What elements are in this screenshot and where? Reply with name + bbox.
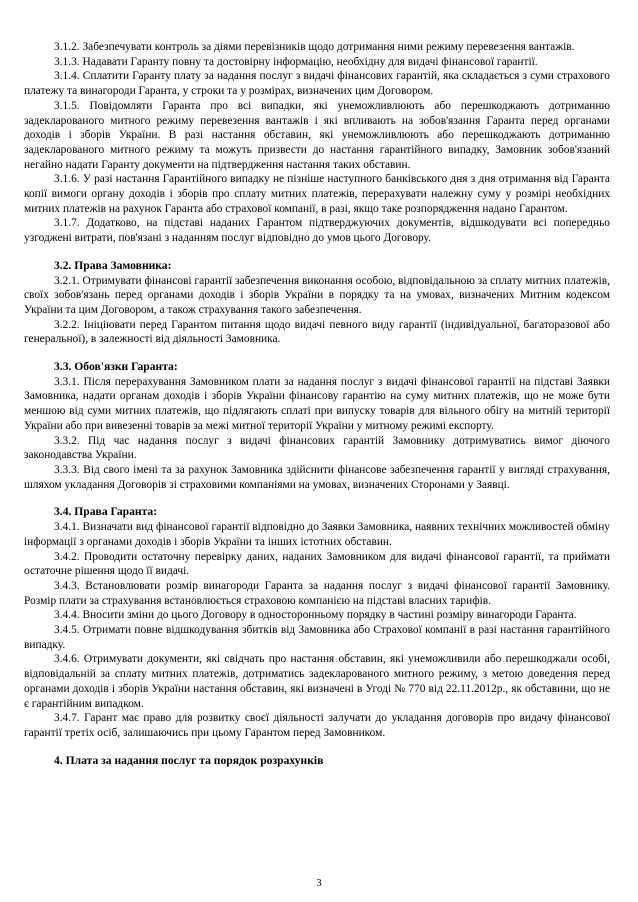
clause-3-3-2: 3.3.2. Під час надання послуг з видачі фінансових гарантій Замовнику дотримуватись вимог діючого законодавства України. xyxy=(24,434,610,462)
clause-3-1-3: 3.1.3. Надавати Гаранту повну та достовірну інформацію, необхідну для видачі фінансової гарантії. xyxy=(54,55,538,68)
section-heading-4: 4. Плата за надання послуг та порядок розрахунків xyxy=(54,753,324,767)
section-heading-3-4: 3.4. Права Гаранта: xyxy=(54,505,158,519)
clause-3-1-5: 3.1.5. Повідомляти Гаранта про всі випадки, які унеможливлюють або перешкоджають дотриманню задекларованого митного режиму перевезення вантажів і які впливають на зобов'язання Гаранта перед органами доходів і зборів України. В разі настання обставин, які унеможливлюють або перешкоджають дотриманню задекларованого митного режиму та можуть призвести до настання гарантійного випадку, Замовник зобов'язаний негайно надати Гаранту документи на підтвердження настання таких обставин. xyxy=(24,99,610,171)
clause-3-1-7: 3.1.7. Додатково, на підставі наданих Гарантом підтверджуючих документів, відшкодувати всі попередньо узгоджені витрати, пов'язані з наданням послуг відповідно до умов цього Договору. xyxy=(24,217,610,245)
clause-3-3-1: 3.3.1. Після перерахування Замовником плати за надання послуг з видачі фінансової гарантії на підставі Заявки Замовника, надати органам доходів і зборів України фінансову гарантію на суму митних платежів, що не може бути меншою від суми митних платежів, що підлягають сплаті при випуску товарів для вільного обігу на митній території України або при вивезенні товарів за межі митної території України у митному режимі експорту. xyxy=(24,375,610,432)
clause-3-4-7: 3.4.7. Гарант має право для розвитку своєї діяльності залучати до укладання договорів про видачу фінансової гарантії третіх осіб, залишаючись при цьому Гарантом перед Замовником. xyxy=(24,712,610,739)
clause-3-4-2: 3.4.2. Проводити остаточну перевірку даних, наданих Замовником для видачі фінансової гарантії, та приймати остаточне рішення щодо її видачі. xyxy=(24,550,610,578)
clause-3-4-1: 3.4.1. Визначати вид фінансової гарантії відповідно до Заявки Замовника, наявних технічних можливостей обміну інформації з органами доходів і зборів України та інших істотних обставин. xyxy=(24,521,610,548)
clause-3-1-4: 3.1.4. Сплатити Гаранту плату за надання послуг з видачі фінансових гарантій, яка складається з суми страхового платежу та винагороди Гаранта, у строки та у розмірах, визначених цим Договором. xyxy=(24,70,610,98)
section-heading-3-2: 3.2. Права Замовника: xyxy=(54,258,172,272)
page-number: 3 xyxy=(316,878,322,889)
section-heading-3-3: 3.3. Обов'язки Гаранта: xyxy=(54,360,178,374)
clause-3-2-2: 3.2.2. Ініціювати перед Гарантом питання щодо видачі певного виду гарантії (індивідуальної, багаторазової або генеральної), в залежності від діяльності Замовника. xyxy=(24,318,610,346)
clause-3-4-5: 3.4.5. Отримати повне відшкодування збитків від Замовника або Страхової компанії в разі настання гарантійного випадку. xyxy=(24,624,610,651)
clause-3-4-4: 3.4.4. Вносити зміни до цього Договору в односторонньому порядку в частині розміру винагороди Гаранта. xyxy=(54,609,577,622)
clause-3-1-6: 3.1.6. У разі настання Гарантійного випадку не пізніше наступного банківського дня з дня отримання від Гаранта копії вимоги органу доходів і зборів про сплату митних платежів, перерахувати належну суму у розмірі необхідних митних платежів на рахунок Гаранта або страхової компанії, в разі, якщо таке розпорядження надано Гарантом. xyxy=(24,173,610,215)
clause-3-4-3: 3.4.3. Встановлювати розмір винагороди Гаранта за надання послуг з видачі фінансової гарантії Замовнику. Розмір плати за страхування встановлюється страховою компанією на підставі власних тарифів. xyxy=(24,579,610,607)
clause-3-1-2: 3.1.2. Забезпечувати контроль за діями перевізників щодо дотримання ними режиму перевезення вантажів. xyxy=(54,41,575,53)
clause-3-4-6: 3.4.6. Отримувати документи, які свідчать про настання обставин, які унеможливили або перешкоджали особі, відповідальній за сплату митних платежів, дотриматись задекларованого митного режиму, з метою доведення перед органами доходів і зборів України настання обставин, які визначені в Угоді № 770 від 22.11.2012р., як обставини, що не є гарантійним випадком. xyxy=(24,653,610,710)
clause-3-2-1: 3.2.1. Отримувати фінансові гарантії забезпечення виконання особою, відповідальною за сплату митних платежів, своїх зобов'язань перед органами доходів і зборів України в порядку та на умовах, визначених Митним кодексом України та цим Договором, а також страхування такого забезпечення. xyxy=(24,274,610,316)
clause-3-3-3: 3.3.3. Від свого імені та за рахунок Замовника здійснити фінансове забезпечення гарантії у вигляді страхування, шляхом укладання Договорів зі страховими компаніями на умовах, визначених Сторонами у Заявці. xyxy=(24,463,610,491)
